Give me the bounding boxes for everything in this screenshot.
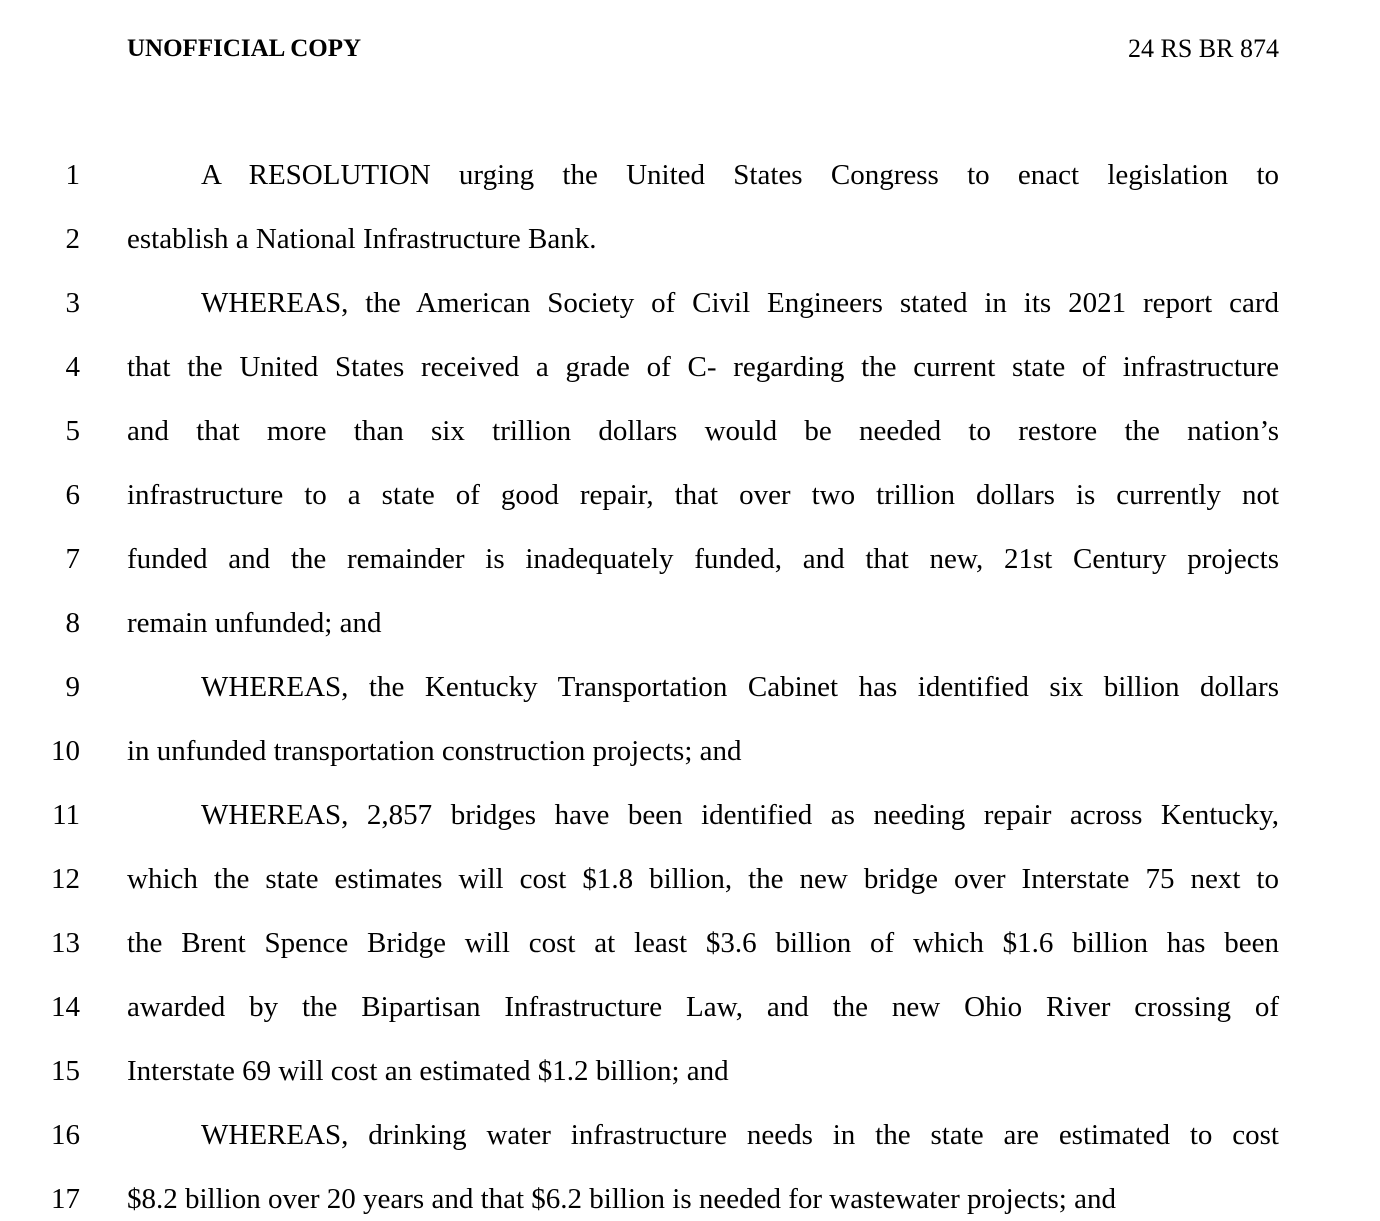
line-number: 8 (65, 607, 80, 639)
line-text: which the state estimates will cost $1.8 billion, the new bridge over Interstate 75 next to (127, 863, 1279, 895)
document-line (0, 283, 1380, 323)
line-number: 3 (65, 287, 80, 319)
line-text: the Brent Spence Bridge will cost at least $3.6 billion of which $1.6 billion has been (127, 927, 1279, 959)
line-number: 11 (52, 799, 80, 831)
document-line (0, 475, 1380, 515)
document-line (0, 411, 1380, 451)
line-text: WHEREAS, 2,857 bridges have been identified as needing repair across Kentucky, (201, 799, 1279, 831)
document-line (0, 667, 1380, 707)
line-number: 5 (65, 415, 80, 447)
document-line (0, 603, 1380, 643)
line-number: 4 (65, 351, 80, 383)
document-line (0, 219, 1380, 259)
line-text: remain unfunded; and (127, 607, 382, 639)
document-line (0, 987, 1380, 1027)
document-line (0, 731, 1380, 771)
document-status-header: UNOFFICIAL COPY (127, 35, 362, 62)
line-number: 15 (51, 1055, 80, 1087)
line-text: WHEREAS, the American Society of Civil Engineers stated in its 2021 report card (201, 287, 1279, 319)
document-line (0, 155, 1380, 195)
document-line (0, 1115, 1380, 1155)
bill-request-number: 24 RS BR 874 (1128, 34, 1279, 63)
line-text: WHEREAS, drinking water infrastructure needs in the state are estimated to cost (201, 1119, 1279, 1151)
line-number: 10 (51, 735, 80, 767)
line-number: 7 (65, 543, 80, 575)
document-line (0, 539, 1380, 579)
document-line (0, 795, 1380, 835)
line-text: and that more than six trillion dollars would be needed to restore the nation’s (127, 415, 1279, 447)
document-line (0, 923, 1380, 963)
document-line (0, 1051, 1380, 1091)
line-text: awarded by the Bipartisan Infrastructure Law, and the new Ohio River crossing of (127, 991, 1279, 1023)
line-text: $8.2 billion over 20 years and that $6.2 billion is needed for wastewater projects; and (127, 1183, 1116, 1215)
line-number: 17 (51, 1183, 80, 1215)
line-number: 12 (51, 863, 80, 895)
line-text: that the United States received a grade of C- regarding the current state of infrastructure (127, 351, 1279, 383)
line-number: 2 (65, 223, 80, 255)
line-text: infrastructure to a state of good repair, that over two trillion dollars is currently not (127, 479, 1279, 511)
line-number: 14 (51, 991, 80, 1023)
line-text: Interstate 69 will cost an estimated $1.2 billion; and (127, 1055, 729, 1087)
line-number: 6 (65, 479, 80, 511)
line-number: 1 (65, 159, 80, 191)
line-number: 13 (51, 927, 80, 959)
line-number: 16 (51, 1119, 80, 1151)
line-text: in unfunded transportation construction projects; and (127, 735, 742, 767)
line-text: WHEREAS, the Kentucky Transportation Cabinet has identified six billion dollars (201, 671, 1279, 703)
line-number: 9 (65, 671, 80, 703)
line-text: funded and the remainder is inadequately funded, and that new, 21st Century projects (127, 543, 1279, 575)
line-text: establish a National Infrastructure Bank. (127, 223, 597, 255)
document-line (0, 859, 1380, 899)
document-line (0, 347, 1380, 387)
document-line (0, 1179, 1380, 1219)
line-text: A RESOLUTION urging the United States Congress to enact legislation to (201, 159, 1279, 191)
